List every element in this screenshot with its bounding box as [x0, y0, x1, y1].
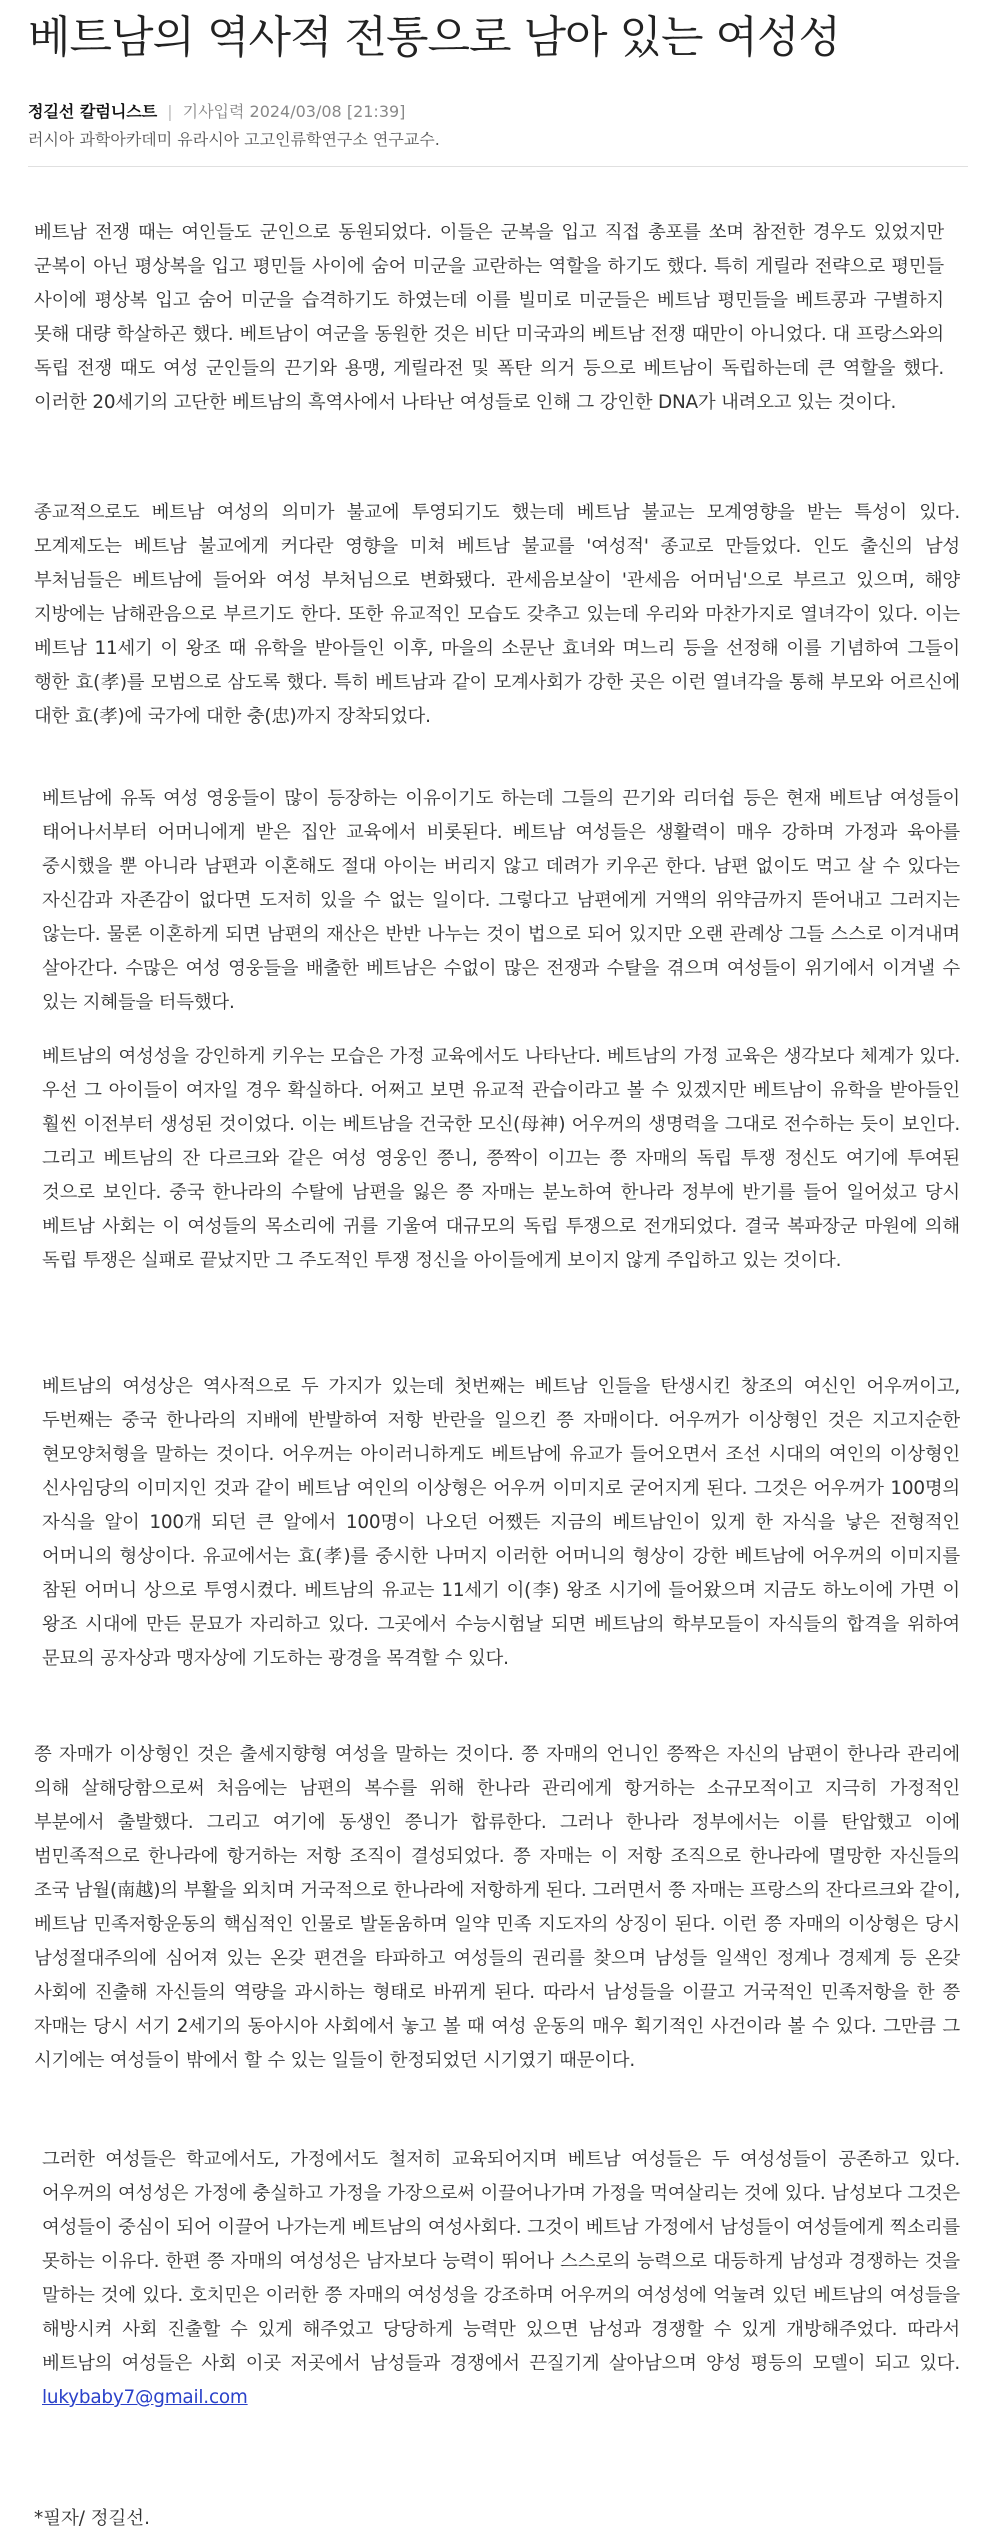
byline	[28, 100, 405, 124]
article-paragraph: 베트남의 여성성을 강인하게 키우는 모습은 가정 교육에서도 나타난다. 베트남의 가정 교육은 생각보다 체계가 있다. 우선 그 아이들이 여자일 경우 확실하다. 어쩌고 보면 유교적 관습이라고 볼 수 있겠지만 베트남이 유학을 받아들인 훨씬 이전부터 생성된 것이었다. 이는 베트남을 건국한 모신(母神) 어우꺼의 생명력을 그대로 전수하는 듯이 보인다. 그리고 베트남의 잔 다르크와 같은 여성 영웅인 쯩니, 쯩짝이 이끄는 쯩 자매의 독립 투쟁 정신도 여기에 투여된 것으로 보인다. 중국 한나라의 수탈에 남편을 잃은 쯩 자매는 분노하여 한나라 정부에 반기를 들어 일어섰고 당시 베트남 사회는 이 여성들의 목소리에 귀를 기울여 대규모의 독립 투쟁으로 전개되었다. 결국 복파장군 마원에 의해 독립 투쟁은 실패로 끝났지만 그 주도적인 투쟁 정신을 아이들에게 보이지 않게 주입하고 있는 것이다.	[42, 1046, 960, 1271]
article-title: 베트남의 역사적 전통으로 남아 있는 여성성	[28, 12, 841, 63]
article-paragraph: 베트남에 유독 여성 영웅들이 많이 등장하는 이유이기도 하는데 그들의 끈기와 리더쉽 등은 현재 베트남 여성들이 태어나서부터 어머니에게 받은 집안 교육에서 비롯된다. 베트남 여성들은 생활력이 매우 강하며 가정과 육아를 중시했을 뿐 아니라 남편과 이혼해도 절대 아이는 버리지 않고 데려가 키우곤 한다. 남편 없이도 먹고 살 수 있다는 자신감과 자존감이 없다면 도저히 있을 수 없는 일이다. 그렇다고 남편에게 거액의 위약금까지 뜯어내고 그러지는 않는다. 물론 이혼하게 되면 남편의 재산은 반반 나누는 것이 법으로 되어 있지만 오랜 관례상 그들 스스로 이겨내며 살아간다. 수많은 여성 영웅들을 배출한 베트남은 수없이 많은 전쟁과 수탈을 겪으며 여성들이 위기에서 이겨낼 수 있는 지혜들을 터득했다.	[42, 788, 960, 1013]
article-paragraph: 베트남의 여성상은 역사적으로 두 가지가 있는데 첫번째는 베트남 인들을 탄생시킨 창조의 여신인 어우꺼이고, 두번째는 중국 한나라의 지배에 반발하여 저항 반란을 일으킨 쯩 자매이다. 어우꺼가 이상형인 것은 지고지순한 현모양처형을 말하는 것이다. 어우꺼는 아이러니하게도 베트남에 유교가 들어오면서 조선 시대의 여인의 이상형인 신사임당의 이미지인 것과 같이 베트남 여인의 이상형은 어우꺼 이미지로 굳어지게 된다. 그것은 어우꺼가 100명의 자식을 알이 100개 되던 큰 알에서 100명이 나오던 어쨌든 지금의 베트남인이 있게 한 자식을 낳은 전형적인 어머니의 형상이다. 유교에서는 효(孝)를 중시한 나머지 이러한 어머니의 형상이 강한 베트남에 어우꺼의 이미지를 참된 어머니 상으로 투영시켰다. 베트남의 유교는 11세기 이(李) 왕조 시기에 들어왔으며 지금도 하노이에 가면 이 왕조 시대에 만든 문묘가 자리하고 있다. 그곳에서 수능시험날 되면 베트남의 학부모들이 자식들의 합격을 위하여 문묘의 공자상과 맹자상에 기도하는 광경을 목격할 수 있다.	[42, 1376, 960, 1669]
header-divider	[28, 166, 968, 167]
article-paragraph: 종교적으로도 베트남 여성의 의미가 불교에 투영되기도 했는데 베트남 불교는 모계영향을 받는 특성이 있다. 모계제도는 베트남 불교에게 커다란 영향을 미쳐 베트남 불교를 '여성적' 종교로 만들었다. 인도 출신의 남성 부처님들은 베트남에 들어와 여성 부처님으로 변화됐다. 관세음보살이 '관세음 어머님'으로 부르고 있으며, 해양 지방에는 남해관음으로 부르기도 한다. 또한 유교적인 모습도 갖추고 있는데 우리와 마찬가지로 열녀각이 있다. 이는 베트남 11세기 이 왕조 때 유학을 받아들인 이후, 마을의 소문난 효녀와 며느리 등을 선정해 이를 기념하여 그들이 행한 효(孝)를 모범으로 삼도록 했다. 특히 베트남과 같이 모계사회가 강한 곳은 이런 열녀각을 통해 부모와 어르신에 대한 효(孝)에 국가에 대한 충(忠)까지 장착되었다.	[34, 502, 960, 727]
publish-date: 기사입력 2024/03/08 [21:39]	[182, 102, 406, 121]
article-paragraph: 쯩 자매가 이상형인 것은 출세지향형 여성을 말하는 것이다. 쯩 자매의 언니인 쯩짝은 자신의 남편이 한나라 관리에 의해 살해당함으로써 처음에는 남편의 복수를 위해 한나라 관리에게 항거하는 소규모적이고 지극히 가정적인 부분에서 출발했다. 그리고 여기에 동생인 쯩니가 합류한다. 그러나 한나라 정부에서는 이를 탄압했고 이에 범민족적으로 한나라에 항거하는 저항 조직이 결성되었다. 쯩 자매는 이 저항 조직으로 한나라에 멸망한 자신들의 조국 남월(南越)의 부활을 외치며 거국적으로 한나라에 저항하게 된다. 그러면서 쯩 자매는 프랑스의 잔다르크와 같이, 베트남 민족저항운동의 핵심적인 인물로 발돋움하며 일약 민족 지도자의 상징이 된다. 이런 쯩 자매의 이상형은 당시 남성절대주의에 심어져 있는 온갖 편견을 타파하고 여성들의 권리를 찾으며 남성들 일색인 정계나 경제계 등 온갖 사회에 진출해 자신들의 역량을 과시하는 형태로 바뀌게 된다. 따라서 남성들을 이끌고 거국적인 민족저항을 한 쯩 자매는 당시 서기 2세기의 동아시아 사회에서 놓고 볼 때 여성 운동의 매우 획기적인 사건이라 볼 수 있다. 그만큼 그 시기에는 여성들이 밖에서 할 수 있는 일들이 한정되었던 시기였기 때문이다.	[34, 1744, 960, 2071]
byline-divider: |	[167, 102, 173, 121]
author-name[interactable]: 정길선 칼럼니스트	[28, 102, 158, 121]
author-signature: *필자/ 정길선.	[34, 2508, 150, 2529]
article-paragraph-text: 그러한 여성들은 학교에서도, 가정에서도 철저히 교육되어지며 베트남 여성들은 두 여성성들이 공존하고 있다. 어우꺼의 여성성은 가정에 충실하고 가정을 가장으로써 이끌어나가며 가정을 먹여살리는 것에 있다. 남성보다 그것은 여성들이 중심이 되어 이끌어 나가는게 베트남의 여성사회다. 그것이 베트남 가정에서 남성들이 여성들에게 찍소리를 못하는 이유다. 한편 쯩 자매의 여성성은 남자보다 능력이 뛰어나 스스로의 능력으로 대등하게 남성과 경쟁하는 것을 말하는 것에 있다. 호치민은 이러한 쯩 자매의 여성성을 강조하며 어우꺼의 여성성에 억눌려 있던 베트남의 여성들을 해방시켜 사회 진출할 수 있게 해주었고 당당하게 능력만 있으면 남성과 경쟁할 수 있게 개방해주었다. 따라서 베트남의 여성들은 사회 이곳 저곳에서 남성들과 경쟁에서 끈질기게 살아남으며 양성 평등의 모델이 되고 있다.	[42, 2149, 960, 2374]
article-paragraph: 베트남 전쟁 때는 여인들도 군인으로 동원되었다. 이들은 군복을 입고 직접 총포를 쏘며 참전한 경우도 있었지만 군복이 아닌 평상복을 입고 평민들 사이에 숨어 미군을 교란하는 역할을 하기도 했다. 특히 게릴라 전략으로 평민들 사이에 평상복 입고 숨어 미군을 습격하기도 하였는데 이를 빌미로 미군들은 베트남 평민들을 베트콩과 구별하지 못해 대량 학살하곤 했다. 베트남이 여군을 동원한 것은 비단 미국과의 베트남 전쟁 때만이 아니었다. 대 프랑스와의 독립 전쟁 때도 여성 군인들의 끈기와 용맹, 게릴라전 및 폭탄 의거 등으로 베트남이 독립하는데 큰 역할을 했다. 이러한 20세기의 고단한 베트남의 흑역사에서 나타난 여성들로 인해 그 강인한 DNA가 내려오고 있는 것이다.	[34, 222, 944, 413]
author-email-link[interactable]: lukybaby7@gmail.com	[42, 2387, 248, 2408]
article-paragraph	[42, 2143, 960, 2415]
author-affiliation: 러시아 과학아카데미 유라시아 고고인류학연구소 연구교수.	[28, 130, 440, 149]
